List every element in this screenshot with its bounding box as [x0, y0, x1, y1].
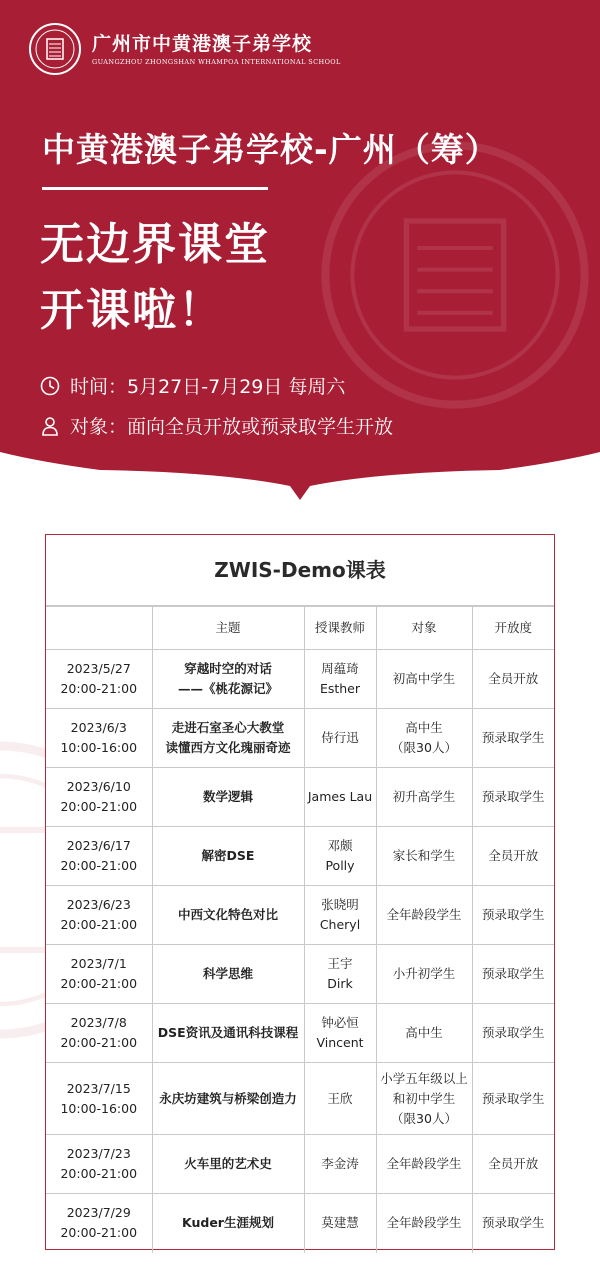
table-row: [46, 1063, 554, 1135]
topic-text: 读懂西方文化瑰丽奇迹: [165, 740, 291, 755]
teacher-text: 张晓明: [321, 897, 359, 912]
topic-cell: [152, 1194, 304, 1253]
date-cell: [46, 886, 152, 945]
time-text: 时间：5月27日-7月29日 每周六: [70, 376, 346, 398]
openness-text: 预录取学生: [481, 966, 545, 981]
teacher-text: 邓颇: [327, 838, 353, 853]
openness-cell: [472, 709, 554, 768]
time-text: 10:00-16:00: [60, 740, 138, 755]
topic-cell: [152, 768, 304, 827]
teacher-text: 王宇: [327, 956, 353, 971]
date-cell: [46, 1194, 152, 1253]
openness-text: 全员开放: [488, 848, 539, 863]
audience-text: 初高中学生: [392, 671, 456, 686]
openness-cell: [472, 1063, 554, 1135]
topic-text: ——《桃花源记》: [177, 681, 278, 696]
schedule-table: [46, 606, 554, 1253]
time-text: 20:00-21:00: [60, 976, 138, 991]
audience-text: 小学五年级以上: [380, 1070, 468, 1086]
audience-text: 全年龄段学生: [386, 1215, 462, 1231]
table-row: [46, 709, 554, 768]
date-cell: [46, 1004, 152, 1063]
clock-icon: [40, 376, 60, 396]
date-text: 2023/7/8: [70, 1015, 127, 1030]
date-text: 2023/5/27: [66, 661, 131, 676]
table-row: [46, 1194, 554, 1253]
school-seal-icon: [28, 22, 82, 76]
teacher-cell: [304, 1004, 376, 1063]
audience-cell: [376, 1135, 472, 1194]
schedule-card: [45, 534, 555, 1250]
table-row: [46, 1004, 554, 1063]
audience-cell: [376, 886, 472, 945]
date-cell: [46, 827, 152, 886]
teacher-text: 钟必恒: [321, 1015, 359, 1030]
date-text: 2023/6/17: [66, 838, 131, 853]
teacher-text: Polly: [325, 858, 355, 873]
date-text: 2023/7/1: [70, 956, 127, 971]
teacher-cell: [304, 945, 376, 1004]
topic-text: 穿越时空的对话: [184, 661, 272, 676]
teacher-text: Cheryl: [319, 917, 361, 932]
audience-text: （限30人）: [391, 740, 457, 755]
topic-text: 中西文化特色对比: [177, 907, 278, 922]
teacher-cell: [304, 886, 376, 945]
topic-text: 火车里的艺术史: [184, 1156, 272, 1171]
table-row: [46, 945, 554, 1004]
topic-cell: [152, 1004, 304, 1063]
teacher-text: James Lau: [307, 789, 373, 804]
table-row: [46, 886, 554, 945]
time-text: 20:00-21:00: [60, 1035, 138, 1050]
teacher-text: 侍行迅: [321, 730, 359, 745]
topic-text: 科学思维: [202, 966, 253, 981]
teacher-text: 李金涛: [321, 1156, 359, 1171]
openness-cell: [472, 827, 554, 886]
teacher-cell: [304, 1063, 376, 1135]
topic-cell: [152, 650, 304, 709]
openness-text: 全员开放: [488, 671, 539, 686]
teacher-text: 周蕴琦: [321, 661, 359, 676]
audience-text: 初升高学生: [392, 789, 456, 804]
audience-text: 家长和学生: [392, 848, 456, 863]
schedule-title: ZWIS-Demo课表: [46, 535, 554, 606]
openness-cell: [472, 886, 554, 945]
date-text: 2023/7/23: [66, 1146, 131, 1161]
openness-cell: [472, 650, 554, 709]
audience-cell: [376, 709, 472, 768]
date-text: 2023/6/23: [66, 897, 131, 912]
page-title: 中黄港澳子弟学校-广州（筹）: [42, 130, 499, 169]
teacher-cell: [304, 1135, 376, 1194]
teacher-text: Vincent: [316, 1035, 364, 1050]
audience-text: 和初中学生: [392, 1090, 456, 1106]
date-cell: [46, 1135, 152, 1194]
audience-text: 小升初学生: [392, 966, 456, 981]
topic-text: Kuder生涯规划: [182, 1215, 274, 1231]
audience-cell: [376, 827, 472, 886]
column-header-openness: 开放度: [472, 607, 554, 650]
time-text: 20:00-21:00: [60, 858, 138, 873]
openness-text: 预录取学生: [481, 789, 545, 804]
table-row: [46, 768, 554, 827]
openness-text: 预录取学生: [481, 1025, 545, 1040]
openness-text: 预录取学生: [481, 1090, 545, 1106]
title-divider: [42, 187, 268, 190]
topic-cell: [152, 709, 304, 768]
column-header-topic: 主题: [152, 607, 304, 650]
table-row: [46, 650, 554, 709]
column-header-teacher: 授课教师: [304, 607, 376, 650]
teacher-cell: [304, 1194, 376, 1253]
date-cell: [46, 1063, 152, 1135]
teacher-text: 莫建慧: [321, 1215, 359, 1231]
date-text: 2023/7/29: [66, 1205, 131, 1221]
topic-text: 解密DSE: [201, 848, 255, 863]
teacher-text: Dirk: [327, 976, 353, 991]
openness-cell: [472, 945, 554, 1004]
openness-text: 预录取学生: [481, 907, 545, 922]
topic-text: 走进石室圣心大教堂: [171, 720, 285, 735]
school-crest-watermark: [320, 140, 590, 410]
topic-cell: [152, 1063, 304, 1135]
topic-text: 数学逻辑: [202, 789, 253, 804]
date-text: 2023/7/15: [66, 1080, 131, 1096]
openness-cell: [472, 1135, 554, 1194]
openness-cell: [472, 1194, 554, 1253]
time-text: 10:00-16:00: [60, 1100, 138, 1116]
topic-cell: [152, 827, 304, 886]
target-text: 对象：面向全员开放或预录取学生开放: [70, 416, 394, 438]
headline: [40, 212, 270, 344]
audience-text: 高中生: [405, 720, 443, 735]
audience-text: 全年龄段学生: [386, 1156, 462, 1171]
table-row: [46, 827, 554, 886]
hero-banner: [0, 0, 600, 510]
table-row: [46, 1135, 554, 1194]
person-icon: [40, 416, 60, 436]
headline-line-1: 无边界课堂: [40, 219, 270, 270]
school-logo-row: [28, 22, 341, 76]
time-text: 20:00-21:00: [60, 1225, 138, 1241]
target-info: [40, 412, 393, 439]
audience-cell: [376, 1004, 472, 1063]
teacher-text: 王欣: [327, 1090, 353, 1106]
openness-text: 全员开放: [488, 1156, 539, 1171]
headline-line-2: 开课啦！: [40, 285, 224, 336]
topic-text: DSE资讯及通讯科技课程: [157, 1025, 299, 1040]
date-cell: [46, 650, 152, 709]
school-name-cn: 广州市中黄港澳子弟学校: [92, 32, 313, 55]
topic-text: 永庆坊建筑与桥梁创造力: [159, 1090, 297, 1106]
audience-cell: [376, 1194, 472, 1253]
audience-cell: [376, 945, 472, 1004]
audience-cell: [376, 650, 472, 709]
time-text: 20:00-21:00: [60, 1166, 138, 1181]
date-text: 2023/6/3: [70, 720, 127, 735]
audience-text: 高中生: [405, 1025, 443, 1040]
column-header-date: [46, 607, 152, 650]
topic-cell: [152, 1135, 304, 1194]
audience-text: （限30人）: [391, 1110, 457, 1126]
openness-cell: [472, 768, 554, 827]
audience-cell: [376, 1063, 472, 1135]
topic-cell: [152, 886, 304, 945]
date-cell: [46, 945, 152, 1004]
teacher-cell: [304, 709, 376, 768]
time-text: 20:00-21:00: [60, 917, 138, 932]
school-name-en: GUANGZHOU ZHONGSHAN WHAMPOA INTERNATIONAL SCHOOL: [92, 57, 341, 66]
date-cell: [46, 709, 152, 768]
teacher-cell: [304, 827, 376, 886]
date-cell: [46, 768, 152, 827]
audience-cell: [376, 768, 472, 827]
teacher-cell: [304, 768, 376, 827]
schedule-header-row: [46, 607, 554, 650]
column-header-audience: 对象: [376, 607, 472, 650]
audience-text: 全年龄段学生: [386, 907, 462, 922]
topic-cell: [152, 945, 304, 1004]
openness-text: 预录取学生: [481, 1215, 545, 1231]
date-text: 2023/6/10: [66, 779, 131, 794]
openness-text: 预录取学生: [481, 730, 545, 745]
time-text: 20:00-21:00: [60, 681, 138, 696]
time-info: [40, 372, 345, 399]
teacher-cell: [304, 650, 376, 709]
openness-cell: [472, 1004, 554, 1063]
time-text: 20:00-21:00: [60, 799, 138, 814]
teacher-text: Esther: [319, 681, 361, 696]
